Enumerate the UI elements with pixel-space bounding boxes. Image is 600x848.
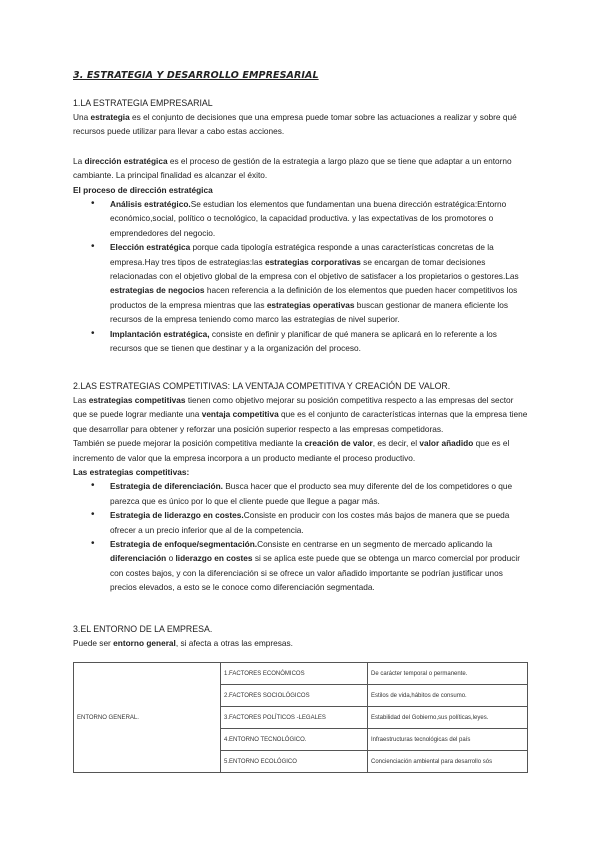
table-factor-cell: 4.ENTORNO TECNOLÓGICO. [221, 729, 368, 751]
table-desc-cell: De carácter temporal o permanente. [368, 663, 528, 685]
environment-table [73, 662, 528, 773]
list-item: • Elección estratégica porque cada tipología estratégica responde a unas características concretas de la empresa.Hay tres tipos de estrategias:las estrategias corporativas se encargan de tomar decisiones relacionadas con el objetivo global de la empresa con el objetivo de satisfacer a los propietarios o gestores.Las estrategias de negocios hacen referencia a la definición de los elementos que pueden hacer competitivos los productos de la empresa mientras que las estrategias operativas buscan gestionar de manera eficiente los recursos de la empresa teniendo como marco las estrategias de nivel superior. [110, 240, 528, 326]
table-desc-cell: Infraestructuras tecnológicas del país [368, 729, 528, 751]
section-3-heading: 3.EL ENTORNO DE LA EMPRESA. [73, 624, 213, 634]
process-subheading: El proceso de dirección estratégica [73, 184, 213, 195]
table-factor-cell: 3.FACTORES POLÍTICOS -LEGALES [221, 707, 368, 729]
competitive-list [73, 479, 528, 594]
table-factor-cell: 2.FACTORES SOCIOLÓGICOS [221, 685, 368, 707]
document-title: 3. ESTRATEGIA Y DESARROLLO EMPRESARIAL [73, 70, 319, 81]
table-factor-cell: 5.ENTORNO ECOLÓGICO [221, 751, 368, 773]
strategy-definition: Una estrategia es el conjunto de decisiones que una empresa puede tomar sobre las actuaciones a realizar y sobre qué recursos puede utilizar para llevar a cabo estas acciones. [73, 112, 517, 137]
list-item: • Análisis estratégico.Se estudian los elementos que fundamentan una buena dirección estratégica:Entorno económico,social, político o tecnológico, la capacidad productiva. y las expectativas de los promotores o emprendedores del negocio. [110, 197, 528, 240]
strategic-direction-definition: La dirección estratégica es el proceso de gestión de la estrategia a largo plazo que se tiene que adaptar a un entorno cambiante. La principal finalidad es alcanzar el éxito. [73, 155, 512, 181]
list-item: • Implantación estratégica, consiste en definir y planificar de qué manera se aplicará en lo referente a los recursos que se tienen que destinar y a la organización del proceso. [110, 327, 528, 356]
list-item: • Estrategia de enfoque/segmentación.Consiste en centrarse en un segmento de mercado aplicando la diferenciación o liderazgo en costes si se aplica este puede que se obtenga un marco comercial por producir con costes bajos, y con la diferenciación si se ofrece un valor añadido importante se podrían justificar unos precios elevados, a esto se le conoce como diferenciación segmentada. [110, 537, 528, 595]
table-factor-cell: 1.FACTORES ECONÓMICOS [221, 663, 368, 685]
process-list [73, 197, 528, 355]
section-3 [73, 622, 528, 650]
table-desc-cell: Estabilidad del Gobierno,sus políticas,leyes. [368, 707, 528, 729]
table-row [74, 663, 528, 685]
section-1 [73, 96, 528, 356]
list-item: • Estrategia de liderazgo en costes.Consiste en producir con los costes más bajos de manera que se pueda ofrecer a un precio inferior que al de la competencia. [110, 508, 528, 537]
table-desc-cell: Concienciación ambiental para desarrollo sós [368, 751, 528, 773]
competitive-subheading: Las estrategias competitivas: [73, 467, 190, 478]
table-desc-cell: Estilos de vida,hábitos de consumo. [368, 685, 528, 707]
list-item: • Estrategia de diferenciación. Busca hacer que el producto sea muy diferente del de los competidores o que parezca que es único por lo que el cliente puede que llegue a pagar más. [110, 479, 528, 508]
value-creation-paragraph: También se puede mejorar la posición competitiva mediante la creación de valor, es decir, el valor añadido que es el incremento de valor que la empresa incorpora a un producto mediante el proceso productivo. [73, 438, 510, 463]
section-2 [73, 379, 528, 595]
environment-intro: Puede ser entorno general, si afecta a otras las empresas. [73, 638, 293, 648]
section-2-heading: 2.LAS ESTRATEGIAS COMPETITIVAS: LA VENTAJA COMPETITIVA Y CREACIÓN DE VALOR. [73, 381, 451, 391]
section-1-heading: 1.LA ESTRATEGIA EMPRESARIAL [73, 98, 213, 108]
table-group-cell: ENTORNO GENERAL. [74, 663, 221, 773]
competitive-strategies-paragraph: Las estrategias competitivas tienen como objetivo mejorar su posición competitiva respecto a las empresas del sector que se puede lograr mediante una ventaja competitiva que es el conjunto de características internas que la empresa tiene que desarrollar para obtener y reforzar una posición superior respecto a las empresas competidoras. [73, 395, 528, 434]
